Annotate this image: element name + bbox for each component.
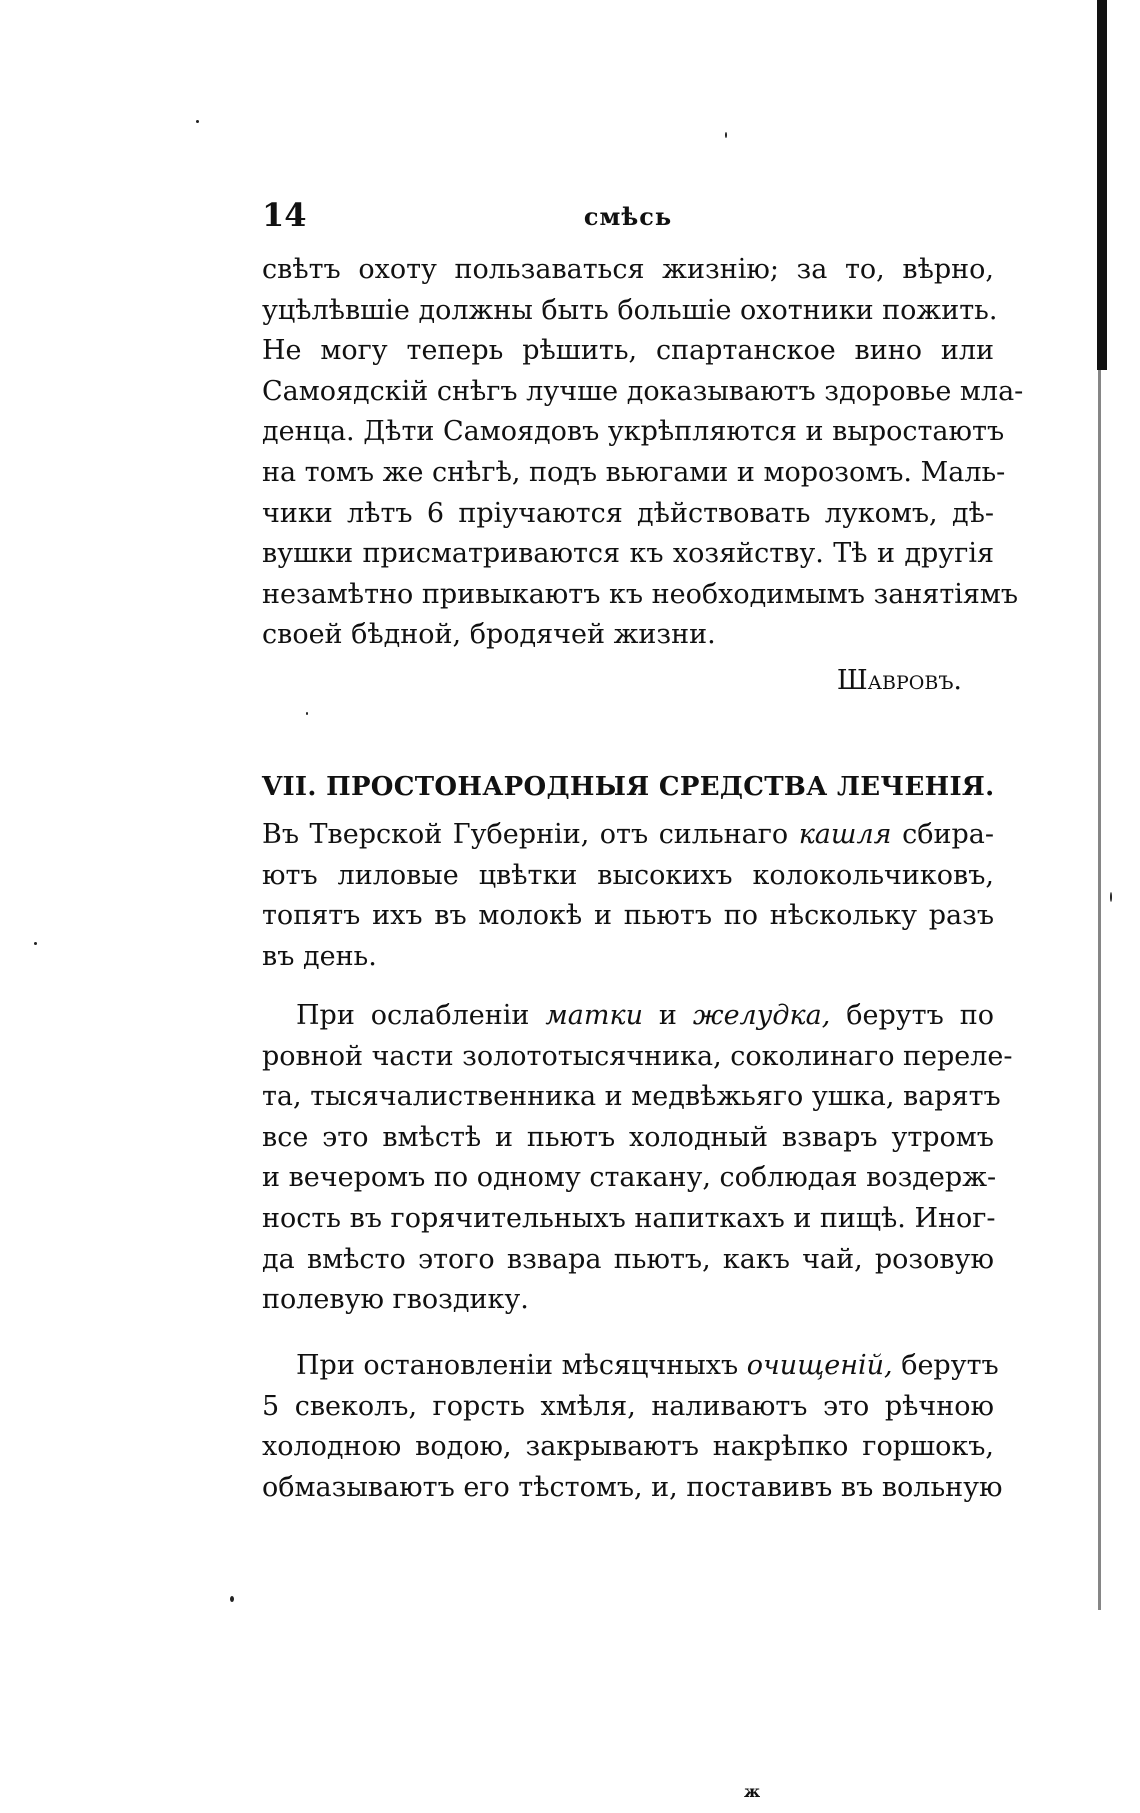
running-head: [262, 196, 994, 236]
text-line: Самоядскій снѣгъ лучше доказываютъ здоровье мла-: [262, 375, 1024, 407]
text-line: свѣтъ охоту пользаваться жизнію; за то, вѣрно,: [262, 254, 994, 285]
paragraph-cycle-remedy: [262, 1346, 1003, 1508]
text-line: холодною водою, закрываютъ накрѣпко горшокъ,: [262, 1431, 994, 1463]
text-line: ность въ горячительныхъ напиткахъ и пищѣ. Иног-: [262, 1202, 996, 1234]
text-line: уцѣлѣвшіе должны быть большіе охотники пожить.: [262, 294, 998, 326]
text-run: сбира-: [902, 819, 994, 850]
text-line: Не могу теперь рѣшить, спартанское вино или: [262, 335, 994, 367]
paragraph-weakness-remedy: [262, 996, 1013, 1321]
text-line: ровной части золототысячника, соколинаго переле-: [262, 1040, 1013, 1072]
text-line: та, тысячалиственника и медвѣжьяго ушка, варятъ: [262, 1081, 1001, 1113]
scan-speck: [1110, 892, 1112, 902]
scan-speck: [725, 132, 727, 138]
text-run: берутъ: [901, 1350, 999, 1381]
text-line: обмазываютъ его тѣстомъ, и, поставивъ въ вольную: [262, 1471, 1003, 1503]
running-title: смѣсь: [583, 202, 673, 231]
text-line: вушки присматриваются къ хозяйству. Тѣ и другія: [262, 538, 994, 570]
italic-term: матки: [545, 1000, 643, 1031]
text-line: полевую гвоздику.: [262, 1284, 529, 1316]
scan-speck: [230, 1596, 234, 1602]
text-line: 5 свеколъ, горсть хмѣля, наливаютъ это рѣчною: [262, 1390, 994, 1422]
paragraph-continuation: [262, 250, 1024, 656]
text-line: на томъ же снѣгѣ, подъ вьюгами и морозомъ. Маль-: [262, 456, 1006, 488]
italic-term: желудка,: [692, 1000, 831, 1031]
text-line: [262, 815, 994, 856]
italic-term: кашля: [798, 819, 892, 850]
scan-speck: [306, 712, 308, 715]
text-line: денца. Дѣти Самоядовъ укрѣпляются и выростаютъ: [262, 416, 1005, 448]
text-run: При ослабленіи: [296, 1000, 530, 1031]
page-edge-line: [1098, 370, 1101, 1610]
page-edge-shadow: [1097, 0, 1107, 370]
text-line: ютъ лиловые цвѣтки высокихъ колокольчиковъ,: [262, 859, 994, 891]
author-signature: Шавровъ.: [836, 665, 962, 696]
text-line: своей бѣдной, бродячей жизни.: [262, 619, 716, 651]
text-run: берутъ по: [846, 1000, 994, 1031]
text-line: чики лѣтъ 6 пріучаются дѣйствовать лукомъ, дѣ-: [262, 497, 994, 529]
text-line: все это вмѣстѣ и пьютъ холодный взваръ утромъ: [262, 1121, 994, 1153]
text-line: да вмѣсто этого взвара пьютъ, какъ чай, розовую: [262, 1243, 994, 1275]
text-run: и: [658, 1000, 677, 1031]
text-line: въ день.: [262, 940, 377, 972]
paragraph-cough-remedy: [262, 815, 994, 977]
text-line: [262, 1346, 999, 1387]
text-line: незамѣтно привыкаютъ къ необходимымъ занятіямъ: [262, 578, 1019, 610]
text-line: [262, 996, 994, 1037]
page-number: 14: [262, 196, 307, 234]
italic-term: очищеній,: [746, 1350, 893, 1381]
text-line: топятъ ихъ въ молокѣ и пьютъ по нѣскольку разъ: [262, 900, 994, 932]
scan-speck: [196, 120, 199, 123]
text-run: При остановленіи мѣсяцчныхъ: [296, 1350, 739, 1381]
scan-speck: [34, 942, 37, 945]
folio-mark: ж: [744, 1782, 761, 1801]
section-heading: VII. ПРОСТОНАРОДНЫЯ СРЕДСТВА ЛЕЧЕНІЯ.: [262, 772, 995, 802]
text-run: Въ Тверской Губерніи, отъ сильнаго: [262, 819, 789, 850]
text-line: и вечеромъ по одному стакану, соблюдая воздерж-: [262, 1162, 997, 1194]
